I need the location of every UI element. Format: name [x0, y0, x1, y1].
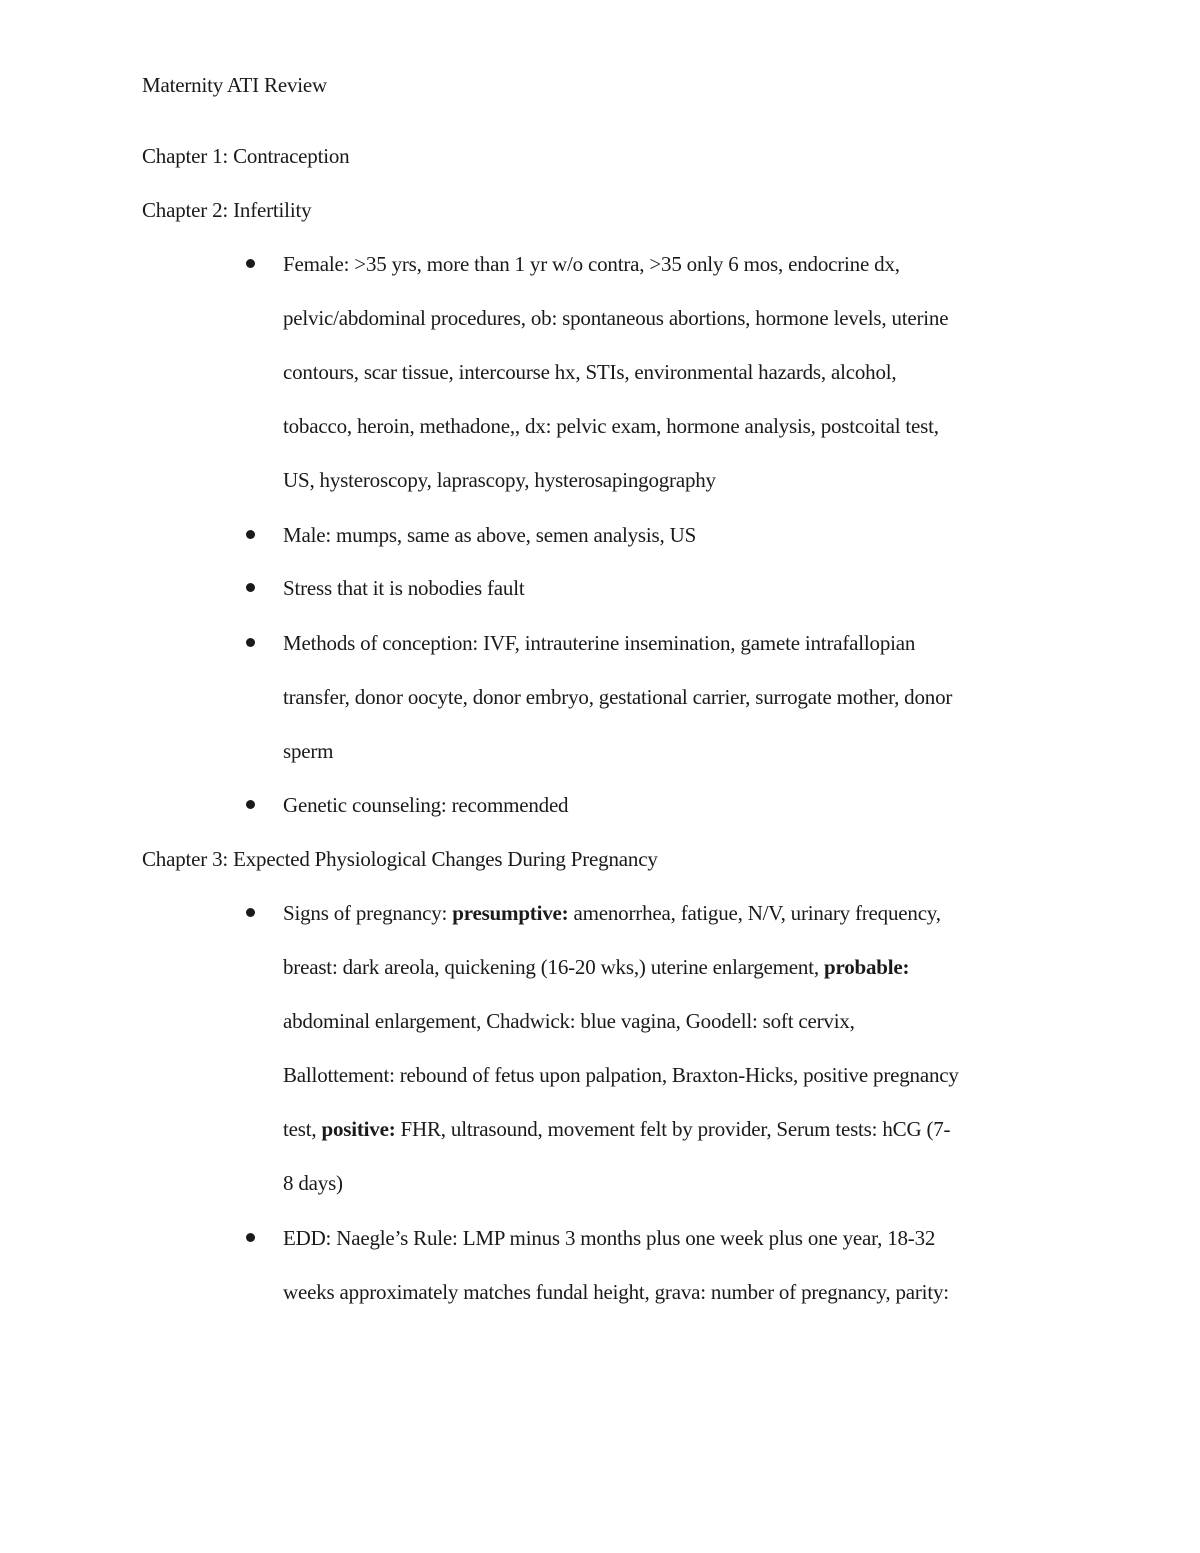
list-item-line: tobacco, heroin, methadone,, dx: pelvic exam, hormone analysis, postcoital test,	[283, 414, 939, 438]
list-item-line: transfer, donor oocyte, donor embryo, gestational carrier, surrogate mother, donor	[283, 685, 953, 709]
list-item-line: weeks approximately matches fundal height, grava: number of pregnancy, parity:	[283, 1280, 949, 1304]
list-item-line	[283, 1102, 1073, 1156]
list-item-line: contours, scar tissue, intercourse hx, STIs, environmental hazards, alcohol,	[283, 360, 897, 384]
list-item-line: Stress that it is nobodies fault	[283, 576, 525, 600]
bold-term: probable:	[823, 955, 910, 979]
list-item-line: Genetic counseling: recommended	[283, 793, 569, 817]
list-item-line	[283, 940, 1073, 994]
chapter-1-heading: Chapter 1: Contraception	[142, 144, 350, 168]
list-item-line: sperm	[283, 739, 334, 763]
list-item-line: 8 days)	[283, 1171, 343, 1195]
list-item-line: Male: mumps, same as above, semen analysis, US	[283, 523, 697, 547]
document-title: Maternity ATI Review	[142, 73, 327, 97]
bullet-icon	[246, 530, 255, 539]
text-run: FHR, ultrasound, movement felt by provider, Serum tests: hCG (7-	[395, 1117, 951, 1141]
text-run: amenorrhea, fatigue, N/V, urinary frequency,	[568, 901, 941, 925]
bullet-icon	[246, 638, 255, 647]
list-item-line: Ballottement: rebound of fetus upon palpation, Braxton-Hicks, positive pregnancy	[283, 1063, 959, 1087]
bullet-icon	[246, 583, 255, 592]
list-item-line: US, hysteroscopy, laprascopy, hysterosapingography	[283, 468, 716, 492]
list-item-line	[283, 886, 1073, 940]
text-run: Signs of pregnancy:	[283, 901, 453, 925]
list-item-line: abdominal enlargement, Chadwick: blue vagina, Goodell: soft cervix,	[283, 1009, 855, 1033]
chapter-3-heading: Chapter 3: Expected Physiological Changes During Pregnancy	[142, 847, 658, 871]
list-item-line: Methods of conception: IVF, intrauterine insemination, gamete intrafallopian	[283, 631, 916, 655]
bullet-icon	[246, 1233, 255, 1242]
list-item-line: EDD: Naegle’s Rule: LMP minus 3 months plus one week plus one year, 18-32	[283, 1226, 936, 1250]
list-item-line: Female: >35 yrs, more than 1 yr w/o contra, >35 only 6 mos, endocrine dx,	[283, 252, 900, 276]
bullet-icon	[246, 908, 255, 917]
bullet-icon	[246, 800, 255, 809]
text-run: breast: dark areola, quickening (16-20 wks,) uterine enlargement,	[283, 955, 824, 979]
bold-term: positive:	[321, 1117, 396, 1141]
text-run: test,	[283, 1117, 322, 1141]
bullet-icon	[246, 259, 255, 268]
bold-term: presumptive:	[452, 901, 569, 925]
chapter-2-heading: Chapter 2: Infertility	[142, 198, 312, 222]
list-item-line: pelvic/abdominal procedures, ob: spontaneous abortions, hormone levels, uterine	[283, 306, 949, 330]
